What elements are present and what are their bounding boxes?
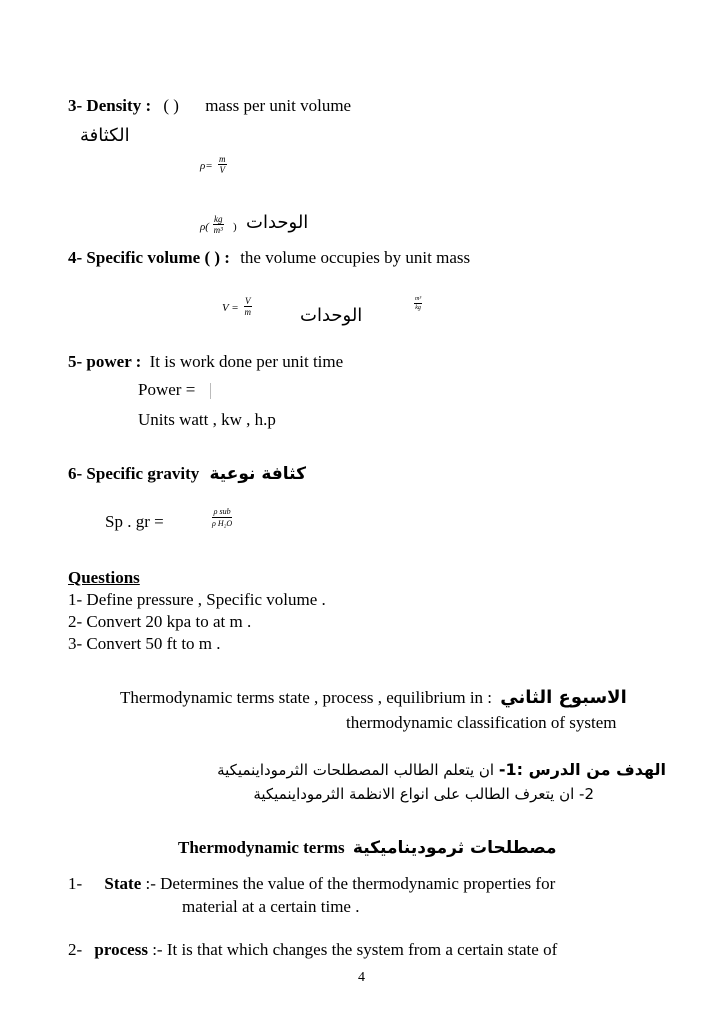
- specific-volume-units-den: kg: [415, 305, 421, 311]
- specific-gravity-fraction-den: ρ H₂O: [212, 519, 233, 528]
- specific-volume-heading: 4- Specific volume ( ) :: [68, 248, 230, 267]
- specific-gravity-fraction: [212, 506, 232, 529]
- week-line: [120, 688, 627, 708]
- specific-volume-formula-lhs: V =: [222, 302, 239, 314]
- density-fraction: [218, 154, 227, 175]
- density-fraction-num: m: [219, 154, 226, 164]
- lesson-goal-1-text: ان يتعلم الطالب المصطلحات الثرموداينميكية: [217, 761, 495, 779]
- density-units-rhs: ): [233, 221, 237, 233]
- question-item: 2- Convert 20 kpa to at m .: [68, 612, 252, 631]
- power-heading: 5- power :: [68, 352, 142, 371]
- page-number: 4: [358, 970, 365, 985]
- specific-gravity-formula-lhs: Sp . gr =: [105, 512, 164, 531]
- density-units-num: kg: [214, 214, 223, 224]
- density-line: [68, 96, 351, 116]
- power-formula-text: Power =: [138, 380, 196, 399]
- specific-gravity-fraction-num: ρ sub: [213, 507, 231, 516]
- term-process-label: process: [94, 940, 148, 959]
- terms-heading-ar: مصطلحات ثرموديناميكية: [352, 838, 557, 858]
- week-label-ar: الاسبوع الثاني: [500, 687, 627, 708]
- specific-gravity-arabic: كثافة نوعية: [209, 464, 306, 484]
- density-heading: 3- Density :: [68, 96, 152, 115]
- specific-volume-fraction: [244, 296, 252, 317]
- term-process-number: 2-: [68, 940, 83, 959]
- question-item: 1- Define pressure , Specific volume .: [68, 590, 326, 609]
- power-line: [68, 352, 343, 372]
- week-line-2: thermodynamic classification of system: [346, 713, 617, 732]
- density-fraction-den: V: [219, 165, 225, 175]
- density-units-arabic: الوحدات: [246, 212, 309, 233]
- specific-volume-definition: the volume occupies by unit mass: [240, 248, 471, 267]
- lesson-goal-1: [217, 759, 666, 781]
- lesson-goal-2: 2- ان يتعرف الطالب على انواع الانظمة الثرموداينميكية: [253, 785, 594, 803]
- power-fraction-mark: [210, 383, 211, 399]
- specific-volume-fraction-den: m: [244, 307, 251, 317]
- term-state-text-2: material at a certain time .: [182, 897, 360, 916]
- term-process-text: :- It is that which changes the system from a certain state of: [152, 940, 558, 959]
- term-state-text: :- Determines the value of the thermodynamic properties for: [145, 874, 556, 893]
- specific-volume-fraction-num: V: [245, 296, 251, 306]
- term-state-line: [68, 874, 555, 894]
- lesson-goal-label: الهدف من الدرس :1-: [498, 760, 666, 779]
- power-formula: [138, 380, 211, 400]
- density-symbol-paren: ( ): [163, 96, 179, 115]
- term-state-label: State: [104, 874, 142, 893]
- density-formula-lhs: ρ=: [200, 160, 213, 172]
- specific-volume-units-arabic: الوحدات: [300, 305, 363, 326]
- term-process-line: [68, 940, 557, 960]
- terms-heading: [178, 838, 557, 858]
- density-definition: mass per unit volume: [205, 96, 352, 115]
- question-item: 3- Convert 50 ft to m .: [68, 634, 221, 653]
- terms-heading-en: Thermodynamic terms: [178, 838, 345, 857]
- specific-volume-units-num: m³: [415, 296, 422, 302]
- week-topics-en: Thermodynamic terms state , process , equilibrium in :: [120, 688, 493, 707]
- density-units-fraction: [213, 214, 224, 235]
- density-units: [200, 212, 244, 242]
- density-arabic-label: الكثافة: [80, 125, 130, 146]
- specific-volume-units-fraction: [414, 295, 422, 312]
- specific-gravity-heading: 6- Specific gravity: [68, 464, 200, 483]
- power-units: Units watt , kw , h.p: [138, 410, 276, 429]
- density-units-lhs: ρ(: [200, 221, 209, 233]
- specific-volume-line: [68, 248, 470, 268]
- density-units-den: m³: [213, 225, 223, 235]
- power-definition: It is work done per unit time: [149, 352, 344, 371]
- term-state-number: 1-: [68, 874, 83, 893]
- specific-gravity-line: [68, 464, 306, 484]
- questions-title: Questions: [68, 568, 140, 587]
